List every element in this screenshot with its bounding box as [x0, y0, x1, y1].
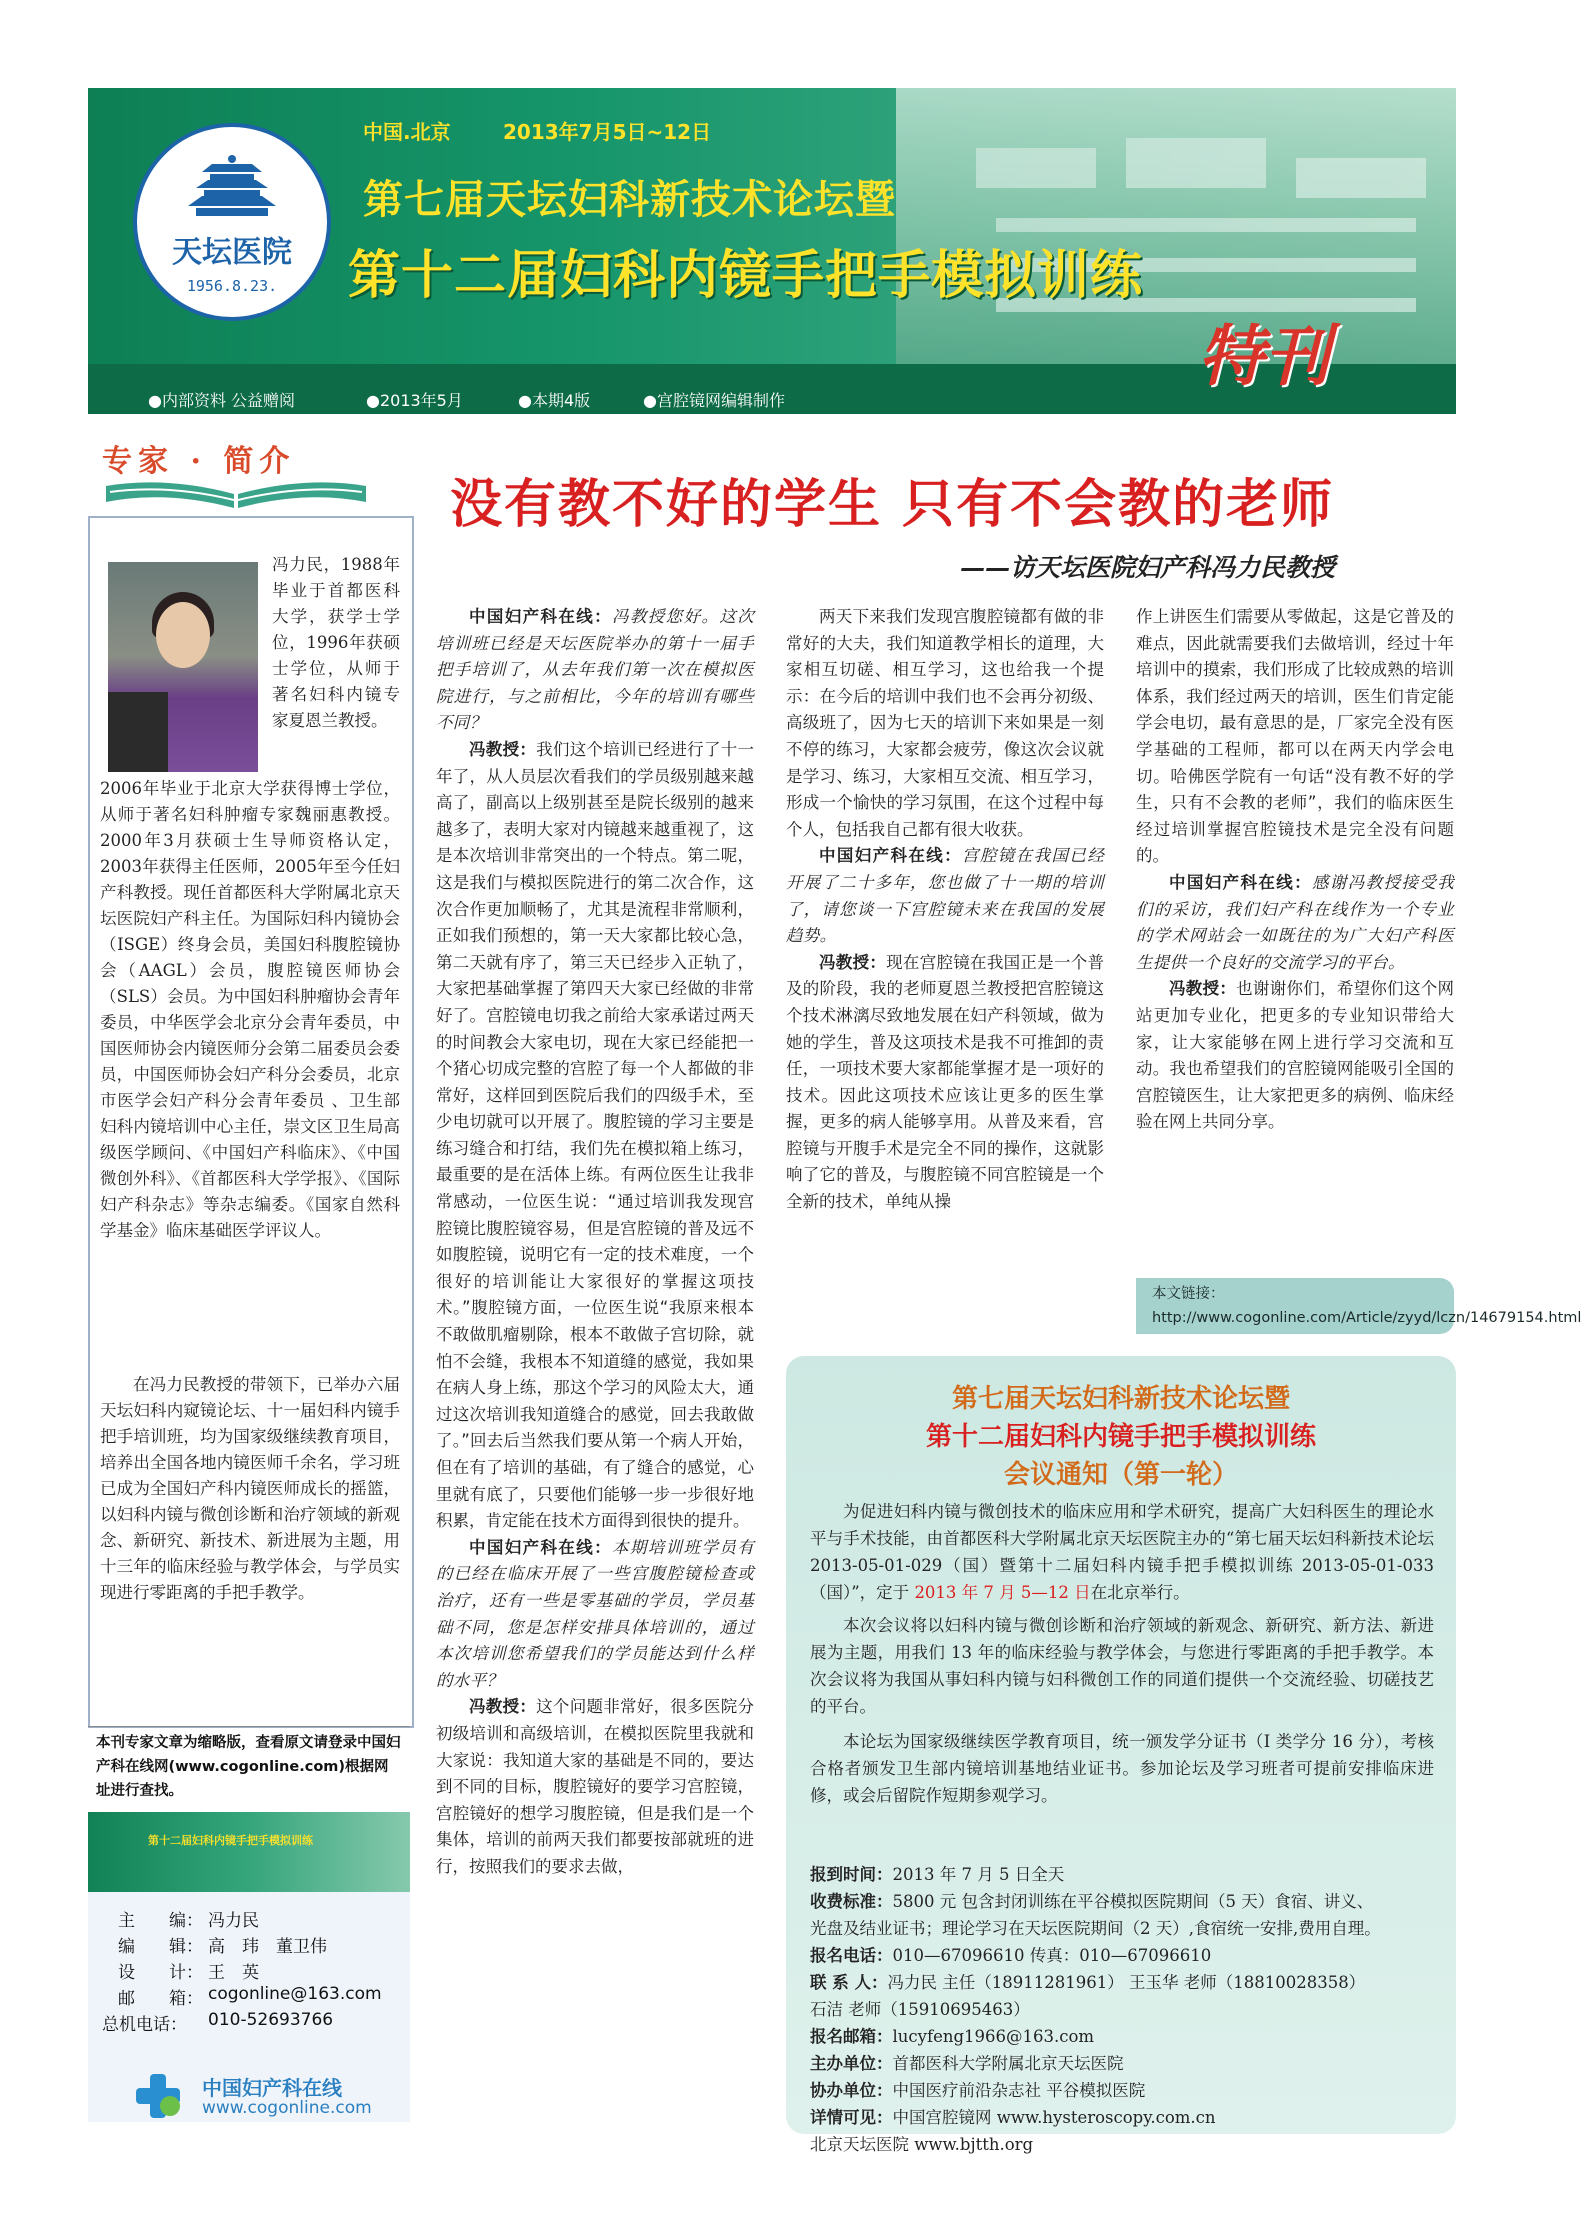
credit-value: cogonline@163.com [208, 1984, 382, 2004]
notice-detail-value: 010—67096610 传真：010—67096610 [892, 1946, 1212, 1965]
open-book-icon [106, 480, 366, 510]
interview-question [436, 1535, 754, 1695]
article-headline: 没有教不好的学生 只有不会教的老师 [450, 474, 1335, 535]
notice-detail-row [810, 2023, 1440, 2050]
logo-date: 1956.8.23. [186, 277, 278, 295]
speaker-label: 中国妇产科在线： [469, 1537, 613, 1557]
notice-detail-value: 北京天坛医院 www.bjtth.org [810, 2135, 1034, 2154]
notice-detail-row [810, 1996, 1440, 2023]
interview-answer [786, 950, 1104, 1216]
interview-answer [436, 1694, 754, 1880]
banner-meta-item: ●本期4版 [518, 391, 591, 410]
paragraph-text: 作上讲医生们需要从零做起，这是它普及的难点，因此就需要我们去做培训，经过十年培训中的摸索，我们形成了比较成熟的培训体系，我们经过两天的培训，医生们肯定能学会电切，最有意思的是，厂家完全没有医学基础的工程师，都可以在两天内学会电切。哈佛医学院有一句话“没有教不好的学生，只有不会教的老师”，我们的临床医生经过培训掌握宫腔镜技术是完全没有问题的。 [1136, 607, 1454, 866]
speaker-label: 冯教授： [469, 739, 537, 759]
temple-icon [182, 152, 282, 222]
bio-paragraph: 2006年毕业于北京大学获得博士学位，从师于著名妇科肿瘤专家魏丽惠教授。2000年3月获硕士生导师资格认定，2003年获得主任医师，2005年至今任妇产科教授。现任首都医科大学附属北京天坛医院妇产科主任。为国际妇科内镜协会（ISGE）终身会员，美国妇科腹腔镜协会（AAGL）会员，腹腔镜医师协会（SLS）会员。为中国妇科肿瘤协会青年委员，中华医学会北京分会青年委员，中国医师协会内镜医师分会第二届委员会委员，中国医师协会妇产科分会委员，北京市医学会妇产科分会青年委员 、卫生部妇科内镜培训中心主任，崇文区卫生局高级医学顾问、《中国妇产科临床》、《中国微创外科》、《首都医科大学学报》、《国际妇产科杂志》等杂志编委。《国家自然科学基金》临床基础医学评议人。 [100, 779, 400, 1240]
article-subhead: ——访天坛医院妇产科冯力民教授 [960, 553, 1336, 582]
banner-meta-item: ●宫腔镜网编辑制作 [643, 391, 785, 410]
notice-paragraph-2: 本次会议将以妇科内镜与微创诊断和治疗领域的新观念、新研究、新方法、新进展为主题，用我们 13 年的临床经验与教学体会，与您进行零距离的手把手教学。本次会议将为我国从事妇科内镜与妇科微创工作的同道们提供一个交流经验、切磋技艺的平台。 [810, 1616, 1434, 1716]
notice-detail-value: 中国医疗前沿杂志社 平谷模拟医院 [892, 2081, 1146, 2100]
credit-value: 冯力民 [208, 1911, 259, 1931]
paragraph-text: 我们这个培训已经进行了十一年了，从人员层次看我们的学员级别越来越高了，副高以上级别甚至是院长级别的越来越多了，表明大家对内镜越来越重视了，这是本次培训非常突出的一个特点。第二呢，这是我们与模拟医院进行的第二次合作，这次合作更加顺畅了，尤其是流程非常顺利，正如我们预想的，第一天大家都比较心急，第二天就有序了，第三天已经步入正轨了，大家把基础掌握了第四天大家已经做的非常好了。宫腔镜电切我之前给大家承诺过两天的时间教会大家电切，现在大家已经能把一个猪心切成完整的宫腔了每一个人都做的非常好，这样回到医院后我们的四级手术，至少电切就可以开展了。腹腔镜的学习主要是练习缝合和打结，我们先在模拟箱上练习，最重要的是在活体上练。有两位医生让我非常感动，一位医生说：“通过培训我发现宫腔镜比腹腔镜容易，但是宫腔镜的普及远不如腹腔镜，说明它有一定的技术难度，一个很好的培训能让大家很好的掌握这项技术。”腹腔镜方面，一位医生说“我原来根本不敢做肌瘤剔除，根本不敢做子宫切除，就怕不会缝，我根本不知道缝的感觉，我如果在病人身上练，那这个学习的风险太大，通过这次培训我知道缝合的感觉，回去我敢做了。”回去后当然我们要从第一个病人开始，但在有了培训的基础，有了缝合的感觉，心里就有底了，只要他们能够一步一步很好地积累，肯定能在技术方面得到很快的提升。 [436, 739, 754, 1531]
expert-intro-header [88, 432, 388, 514]
notice-date-highlight: 2013 年 7 月 5—12 日 [914, 1583, 1091, 1602]
header-banner [88, 88, 1456, 414]
notice-detail-value: 石洁 老师（15910695463） [810, 2000, 1030, 2019]
notice-detail-row [810, 2050, 1440, 2077]
notice-detail-value: 冯力民 主任（18911281961） 王玉华 老师（18810028358） [887, 1973, 1366, 1992]
notice-detail-value: 首都医科大学附属北京天坛医院 [892, 2054, 1124, 2073]
article-column-3 [1136, 604, 1454, 1136]
notice-title-2: 第十二届妇科内镜手把手模拟训练 [925, 1422, 1316, 1452]
credit-value: 010-52693766 [208, 2010, 334, 2030]
notice-detail-label: 报名电话： [810, 1946, 893, 1965]
interview-answer [1136, 604, 1454, 870]
notice-detail-label: 主办单位： [810, 2054, 893, 2073]
notice-title-1: 第七届天坛妇科新技术论坛暨 [951, 1384, 1290, 1414]
banner-title-2: 第十二届妇科内镜手把手模拟训练 [348, 245, 1144, 306]
notice-detail-row [810, 1969, 1440, 1996]
article-link-url[interactable]: http://www.cogonline.com/Article/zyyd/lczn/14679154.html [1152, 1310, 1581, 1326]
banner-meta-item: ●内部资料 公益赠阅 [148, 391, 296, 410]
expert-photo [108, 562, 258, 772]
cogonline-url[interactable]: www.cogonline.com [202, 2098, 372, 2118]
credit-label: 编 辑： [118, 1937, 203, 1957]
abridged-note [88, 1726, 410, 1807]
paragraph-text: 现在宫腔镜在我国正是一个普及的阶段，我的老师夏恩兰教授把宫腔镜这个技术淋漓尽致地发展在妇产科领域，做为她的学生，普及这项技术是我不可推卸的责任，一项技术要大家都能掌握才是一项好的技术。因此这项技术应该让更多的医生掌握，更多的病人能够享用。从普及来看，宫腔镜与开腹手术是完全不同的操作，这就影响了它的普及，与腹腔镜不同宫腔镜是一个全新的技术，单纯从操 [786, 952, 1104, 1212]
notice-detail-value: 中国宫腔镜网 www.hysteroscopy.com.cn [892, 2108, 1216, 2127]
interview-question [786, 843, 1104, 949]
article-link-label: 本文链接： [1152, 1286, 1225, 1302]
cogonline-name: 中国妇产科在线 [202, 2076, 342, 2100]
tiantan-hospital-logo [133, 123, 331, 321]
notice-detail-row [810, 1915, 1440, 1942]
paragraph-text: 宫腔镜在我国已经开展了二十多年，您也做了十一期的培训了，请您谈一下宫腔镜未来在我国的发展趋势。 [786, 846, 1105, 946]
notice-detail-value: 2013 年 7 月 5 日全天 [892, 1865, 1065, 1884]
interview-answer [1136, 976, 1454, 1136]
notice-detail-row [810, 1861, 1440, 1888]
credit-label: 邮 箱： [118, 1989, 203, 2009]
speaker-label: 冯教授： [819, 952, 887, 972]
notice-paragraph-3: 本论坛为国家级继续医学教育项目，统一颁发学分证书（I 类学分 16 分），考核合格者颁发卫生部内镜培训基地结业证书。参加论坛及学习班者可提前安排临床进修，或会后留院作短期参观学习。 [810, 1732, 1434, 1805]
notice-detail-row [810, 1888, 1440, 1915]
credit-value: 高 玮 董卫伟 [208, 1937, 327, 1957]
paragraph-text: 冯教授您好。这次培训班已经是天坛医院举办的第十一届手把手培训了，从去年我们第一次在模拟医院进行，与之前相比，今年的培训有哪些不同？ [436, 607, 755, 733]
credit-label: 主 编： [118, 1911, 203, 1931]
notice-title-3: 会议通知（第一轮） [1003, 1460, 1238, 1490]
credit-label: 设 计： [118, 1963, 203, 1983]
notice-detail-row [810, 2131, 1440, 2158]
notice-detail-label: 协办单位： [810, 2081, 893, 2100]
cogonline-cross-icon [130, 2072, 190, 2120]
notice-paragraph-1: 为促进妇科内镜与微创技术的临床应用和学术研究，提高广大妇科医生的理论水平与手术技能，由首都医科大学附属北京天坛医院主办的“第七届天坛妇科新技术论坛 2013-05-01-029（国）暨第十二届妇科内镜手把手模拟训练 2013-05-01-033（国）”，定于 2013 年 7 月 5—12 日在北京举行。 [810, 1502, 1434, 1602]
notice-detail-row [810, 2077, 1440, 2104]
speaker-label: 冯教授： [469, 1697, 537, 1717]
article-column-2 [786, 604, 1104, 1216]
speaker-label: 中国妇产科在线： [819, 846, 963, 866]
bio-paragraph: 在冯力民教授的带领下，已举办六届天坛妇科内窥镜论坛、十一届妇科内镜手把手培训班，均为国家级继续教育项目，培养出全国各地内镜医师千余名，学习班已成为全国妇产科内镜医师成长的摇篮，以妇科内镜与微创诊断和治疗领域的新观念、新研究、新技术、新进展为主题，用十三年的临床经验与教学体会，与学员实现进行零距离的手把手教学。 [100, 1375, 400, 1602]
abridged-note-text: 本刊专家文章为缩略版，查看原文请登录中国妇产科在线网(www.cogonline.com)根据网址进行查找。 [96, 1735, 401, 1799]
interview-question [1136, 870, 1454, 976]
paragraph-text: 也谢谢你们，希望你们这个网站更加专业化，把更多的专业知识带给大家，让大家能够在网上进行学习交流和互动。我也希望我们的宫腔镜网能吸引全国的宫腔镜医生，让大家把更多的病例、临床经验在网上共同分享。 [1136, 979, 1454, 1132]
banner-place: 中国.北京 [363, 120, 451, 144]
notice-detail-value: 5800 元 包含封闭训练在平谷模拟医院期间（5 天）食宿、讲义、 [892, 1892, 1374, 1911]
credit-label: 总机电话： [102, 2015, 187, 2035]
article-link-box [1136, 1278, 1581, 1334]
interview-question [436, 604, 754, 737]
notice-detail-row [810, 2104, 1440, 2131]
speaker-label: 中国妇产科在线： [1169, 872, 1313, 892]
expert-intro-title: 专家 · 简介 [102, 444, 296, 479]
paragraph-text: 本期培训班学员有的已经在临床开展了一些宫腹腔镜检查或治疗，还有一些是零基础的学员，学员基础不同，您是怎样安排具体培训的，通过本次培训您希望我们的学员能达到什么样的水平？ [436, 1537, 755, 1690]
banner-dates: 2013年7月5日~12日 [503, 120, 712, 144]
notice-detail-value: 光盘及结业证书；理论学习在天坛医院期间（2 天）,食宿统一安排,费用自理。 [810, 1919, 1381, 1938]
notice-detail-label: 联 系 人： [810, 1973, 888, 1992]
issue-thumbnail [88, 1812, 410, 1892]
notice-detail-label: 详情可见： [810, 2108, 893, 2127]
credit-value: 王 英 [208, 1963, 259, 1983]
banner-meta-item: ●2013年5月 [366, 391, 463, 410]
speaker-label: 中国妇产科在线： [469, 607, 613, 626]
notice-detail-label: 报到时间： [810, 1865, 893, 1884]
paragraph-text: 感谢冯教授接受我们的采访，我们妇产科在线作为一个专业的学术网站会一如既往的为广大妇产科医生提供一个良好的交流学习的平台。 [1136, 872, 1455, 972]
paragraph-text: 这个问题非常好，很多医院分初级培训和高级培训，在模拟医院里我就和大家说：我知道大家的基础是不同的，要达到不同的目标，腹腔镜好的要学习宫腔镜，宫腔镜好的想学习腹腔镜，但是我们是一个集体，培训的前两天我们都要按部就班的进行，按照我们的要求去做， [436, 1697, 754, 1876]
thumbnail-title: 第十二届妇科内镜手把手模拟训练 [148, 1834, 313, 1847]
notice-detail-label: 收费标准： [810, 1892, 893, 1911]
notice-detail-label: 报名邮箱： [810, 2027, 893, 2046]
speaker-label: 冯教授： [1169, 979, 1237, 999]
special-issue-label: 特刊 [1198, 317, 1330, 395]
logo-name: 天坛医院 [172, 235, 292, 270]
article-column-1 [436, 604, 754, 1881]
banner-title-1: 第七届天坛妇科新技术论坛暨 [363, 176, 896, 223]
interview-answer [786, 604, 1104, 843]
conference-notice [786, 1356, 1456, 2154]
bio-intro: 冯力民，1988年毕业于首都医科大学，获学士学位，1996年获硕士学位，从师于著名妇科内镜专家夏恩兰教授。 [272, 555, 400, 730]
notice-detail-value: lucyfeng1966@163.com [892, 2027, 1095, 2046]
notice-detail-row [810, 1942, 1440, 1969]
interview-answer [436, 737, 754, 1535]
paragraph-text: 两天下来我们发现宫腹腔镜都有做的非常好的大夫，我们知道教学相长的道理，大家相互切磋、相互学习，这也给我一个提示：在今后的培训中我们也不会再分初级、高级班了，因为七天的培训下来如果是一刻不停的练习，大家都会疲劳，像这次会议就是学习、练习，大家相互交流、相互学习，形成一个愉快的学习氛围，在这个过程中每个人，包括我自己都有很大收获。 [786, 607, 1104, 839]
cogonline-logo[interactable] [130, 2072, 400, 2120]
